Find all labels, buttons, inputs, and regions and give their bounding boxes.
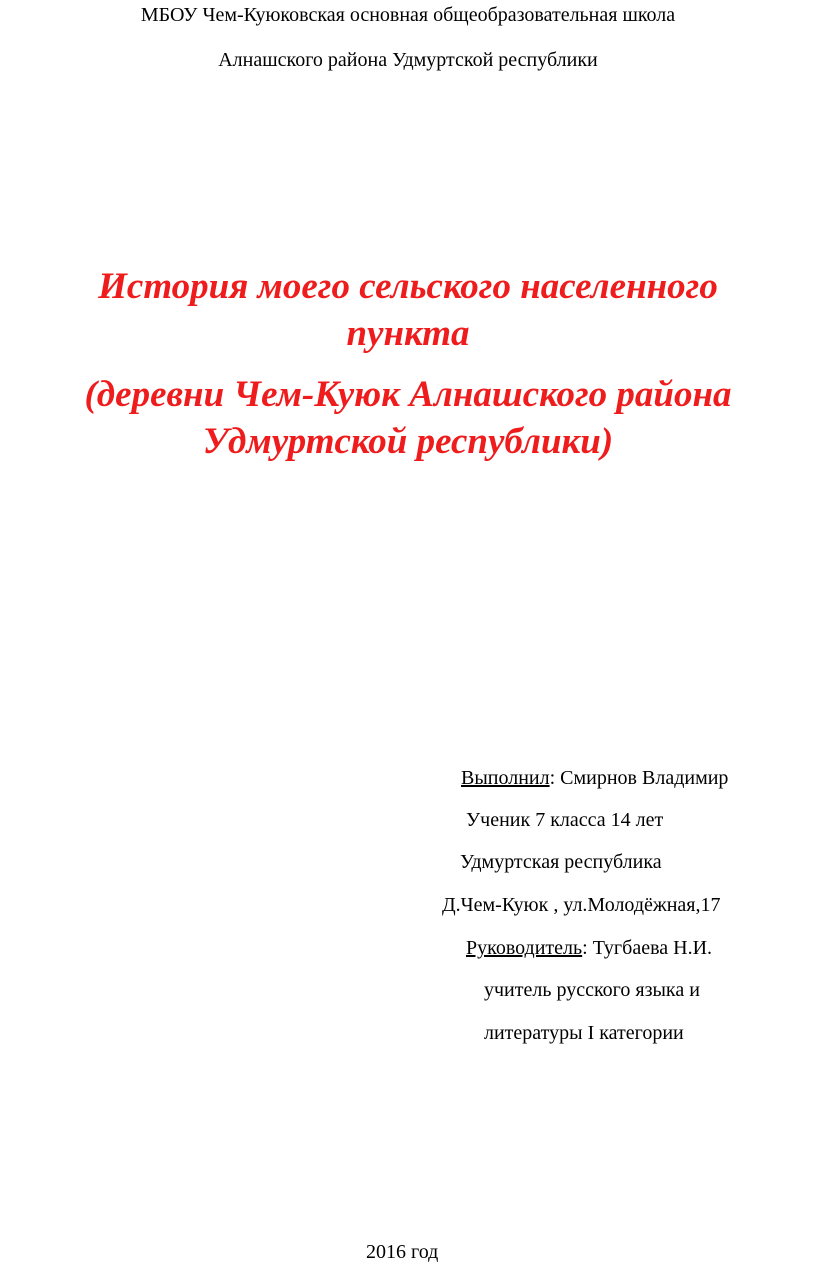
supervisor-value: : Тугбаева Н.И. xyxy=(582,937,713,959)
school-name-line2: Алнашского района Удмуртской республики xyxy=(218,49,598,71)
supervisor-label: Руководитель xyxy=(466,937,583,959)
supervisor-line xyxy=(466,936,712,960)
teacher-line2: литературы I категории xyxy=(484,1022,684,1044)
performed-label: Выполнил xyxy=(461,767,550,789)
region-line: Удмуртская республика xyxy=(460,851,662,873)
title-line1: История моего сельского населенного xyxy=(98,266,718,307)
title-line3: (деревни Чем-Куюк Алнашского района xyxy=(84,374,732,415)
title-line4: Удмуртской республики) xyxy=(202,421,614,462)
teacher-line1: учитель русского языка и xyxy=(484,979,700,1001)
performed-line xyxy=(461,766,728,790)
school-name-line1: МБОУ Чем-Куюковская основная общеобразовательная школа xyxy=(140,4,676,26)
address-line: Д.Чем-Куюк , ул.Молодёжная,17 xyxy=(442,894,721,916)
title-line2: пункта xyxy=(346,313,470,354)
year-footer: 2016 год xyxy=(366,1241,439,1263)
performed-value: : Смирнов Владимир xyxy=(549,767,729,789)
student-line: Ученик 7 класса 14 лет xyxy=(466,809,664,831)
